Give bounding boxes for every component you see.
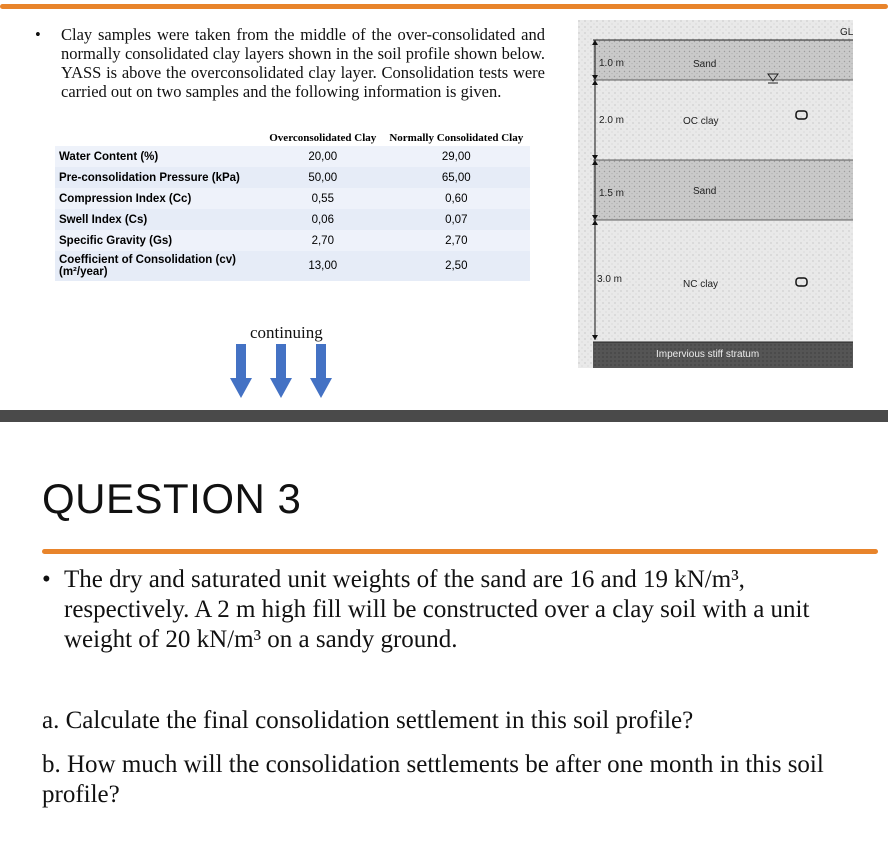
sand-layer-top (593, 40, 853, 80)
sand-layer-middle (593, 160, 853, 220)
header-oc: Overconsolidated Clay (269, 132, 377, 144)
nc-value: 0,07 (445, 213, 468, 226)
row-label: Coefficient of Consolidation (cv) (m²/year) (59, 254, 236, 278)
layer-thickness: 1.0 m (599, 58, 625, 69)
continuing-label: continuing (250, 323, 323, 342)
row-label: Compression Index (Cc) (59, 192, 192, 205)
nc-value: 2,50 (445, 260, 468, 272)
nc-value: 29,00 (441, 150, 471, 163)
layer-name: OC clay (683, 116, 719, 127)
table-row (55, 251, 530, 281)
header-nc: Normally Consolidated Clay (389, 132, 524, 144)
intro-paragraph (35, 25, 545, 101)
question-body (42, 565, 857, 655)
layer-name: Sand (693, 186, 717, 197)
nc-value: 0,60 (445, 192, 468, 205)
header-blank (55, 130, 263, 146)
row-label: Swell Index (Cs) (59, 213, 148, 226)
properties-table (55, 130, 530, 281)
intro-text: Clay samples were taken from the middle of the over-consolidated and normally consolidated clay layers shown in the soil profile shown below. YASS is above the overconsolidated clay layer. Consolidation tests were carried out on two samples and the following information is given. (61, 25, 545, 101)
layer-thickness: 1.5 m (599, 188, 625, 199)
row-label: Water Content (%) (59, 150, 159, 163)
layer-thickness: 3.0 m (597, 274, 623, 285)
bullet: • (35, 25, 41, 44)
oc-value: 0,55 (311, 192, 334, 205)
table-row (55, 230, 530, 251)
gl-label: GL (840, 27, 853, 38)
oc-value: 0,06 (311, 213, 334, 226)
question-accent-line (42, 549, 878, 554)
layer-name: Sand (693, 59, 717, 70)
oc-clay-layer (593, 80, 853, 160)
nc-value: 2,70 (445, 234, 468, 247)
question-title: QUESTION 3 (42, 475, 302, 522)
row-label: Pre-consolidation Pressure (kPa) (59, 171, 240, 184)
down-arrow-icon (310, 344, 332, 398)
base-label: Impervious stiff stratum (656, 349, 760, 360)
oc-value: 2,70 (311, 234, 334, 247)
layer-thickness: 2.0 m (599, 115, 625, 126)
down-arrow-icon (270, 344, 292, 398)
table-row (55, 188, 530, 209)
oc-value: 20,00 (308, 150, 338, 163)
down-arrow-icon (230, 344, 252, 398)
table-row (55, 146, 530, 167)
bullet: • (42, 566, 51, 593)
slide-divider (0, 410, 888, 422)
layer-name: NC clay (683, 279, 719, 290)
question-text: The dry and saturated unit weights of the sand are 16 and 19 kN/m³, respectively. A 2 m high fill will be constructed over a clay soil with a unit weight of 20 kN/m³ on a sandy ground. (64, 566, 810, 653)
table-row (55, 167, 530, 188)
question-part-a: a. Calculate the final consolidation settlement in this soil profile? (42, 707, 694, 734)
nc-clay-layer (593, 220, 853, 340)
question-part-b: b. How much will the consolidation settlements be after one month in this soil profile? (42, 751, 824, 808)
soil-profile-diagram (578, 20, 853, 368)
nc-value: 65,00 (441, 171, 471, 184)
table-row (55, 209, 530, 230)
oc-value: 50,00 (308, 171, 338, 184)
row-label: Specific Gravity (Gs) (59, 234, 173, 247)
oc-value: 13,00 (308, 260, 338, 272)
top-accent-line (0, 4, 888, 9)
